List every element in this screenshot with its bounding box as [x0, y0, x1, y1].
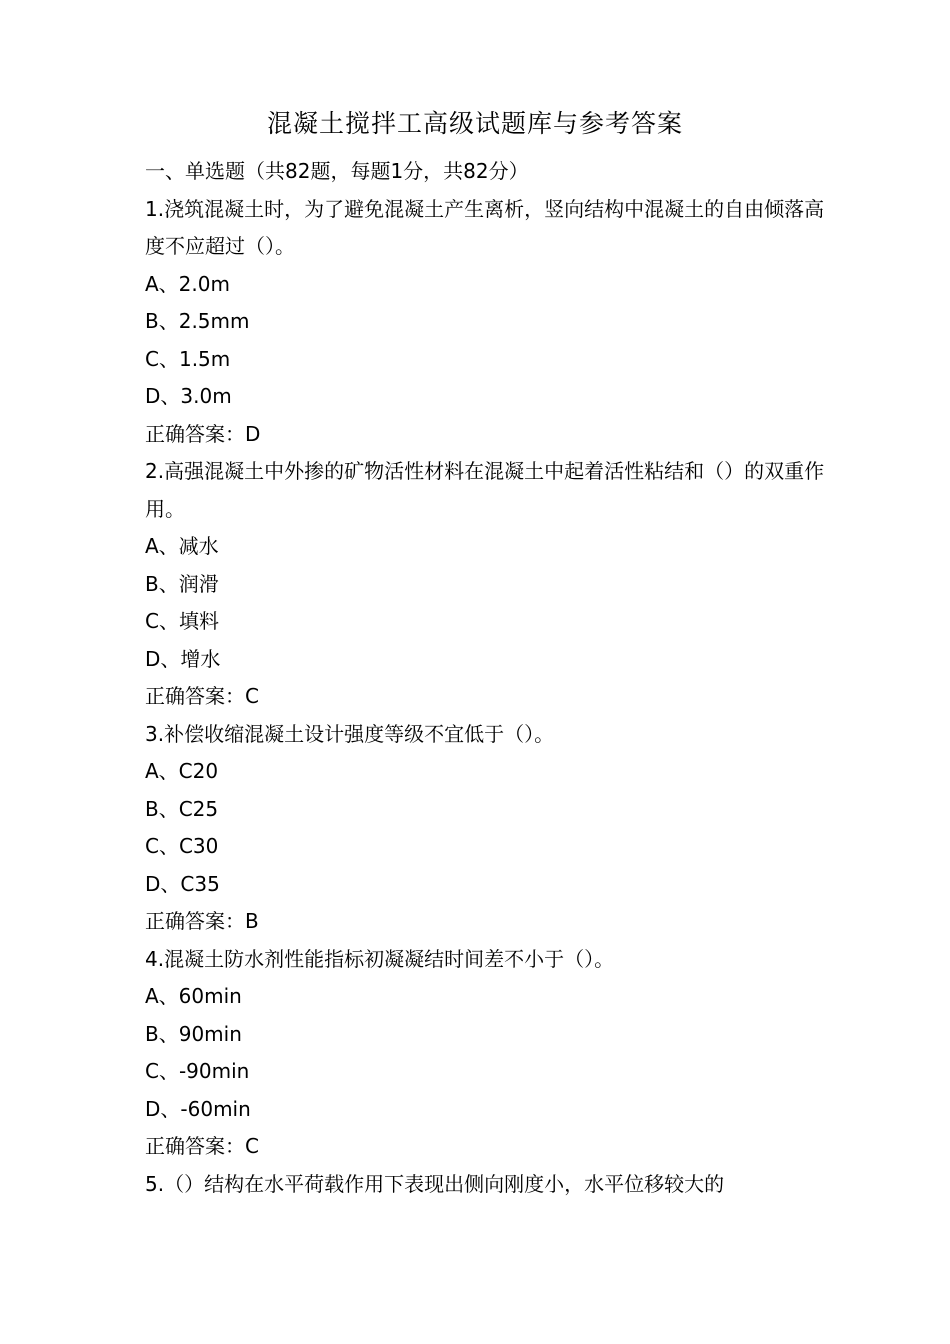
option-b: B、润滑 — [145, 571, 219, 596]
option-a: A、2.0m — [145, 271, 230, 296]
question-stem: 2.高强混凝土中外掺的矿物活性材料在混凝土中起着活性粘结和（）的双重作用。 — [145, 459, 825, 521]
option-c: C、C30 — [145, 834, 219, 858]
question-stem: 4.混凝土防水剂性能指标初凝凝结时间差不小于（）。 — [145, 946, 615, 971]
option-c: C、1.5m — [145, 346, 231, 371]
option-d: D、-60min — [145, 1096, 251, 1121]
option-d: D、3.0m — [145, 384, 232, 408]
question-4 — [145, 941, 825, 1166]
correct-answer: 正确答案：B — [145, 909, 259, 933]
option-a: A、60min — [145, 984, 242, 1008]
correct-answer: 正确答案：C — [145, 684, 259, 708]
document-title: 混凝土搅拌工高级试题库与参考答案 — [266, 109, 683, 138]
option-c: C、-90min — [145, 1059, 250, 1083]
option-b: B、C25 — [145, 796, 219, 821]
question-stem: 5.（）结构在水平荷载作用下表现出侧向刚度小，水平位移较大的 — [145, 1171, 725, 1196]
question-3 — [145, 716, 825, 941]
option-d: D、增水 — [145, 646, 221, 671]
section-heading: 一、单选题（共82题，每题1分，共82分） — [145, 159, 529, 183]
question-5 — [145, 1166, 825, 1204]
question-1 — [145, 191, 825, 454]
option-a: A、减水 — [145, 534, 219, 558]
option-b: B、90min — [145, 1021, 242, 1046]
question-stem: 1.浇筑混凝土时，为了避免混凝土产生离析，竖向结构中混凝土的自由倾落高度不应超过（）。 — [145, 196, 825, 258]
option-d: D、C35 — [145, 871, 220, 896]
correct-answer: 正确答案：D — [145, 421, 261, 446]
document-body — [145, 153, 825, 1203]
option-a: A、C20 — [145, 759, 219, 783]
option-b: B、2.5mm — [145, 309, 250, 333]
question-2 — [145, 453, 825, 716]
correct-answer: 正确答案：C — [145, 1134, 259, 1158]
question-stem: 3.补偿收缩混凝土设计强度等级不宜低于（）。 — [145, 721, 555, 746]
option-c: C、填料 — [145, 609, 219, 633]
